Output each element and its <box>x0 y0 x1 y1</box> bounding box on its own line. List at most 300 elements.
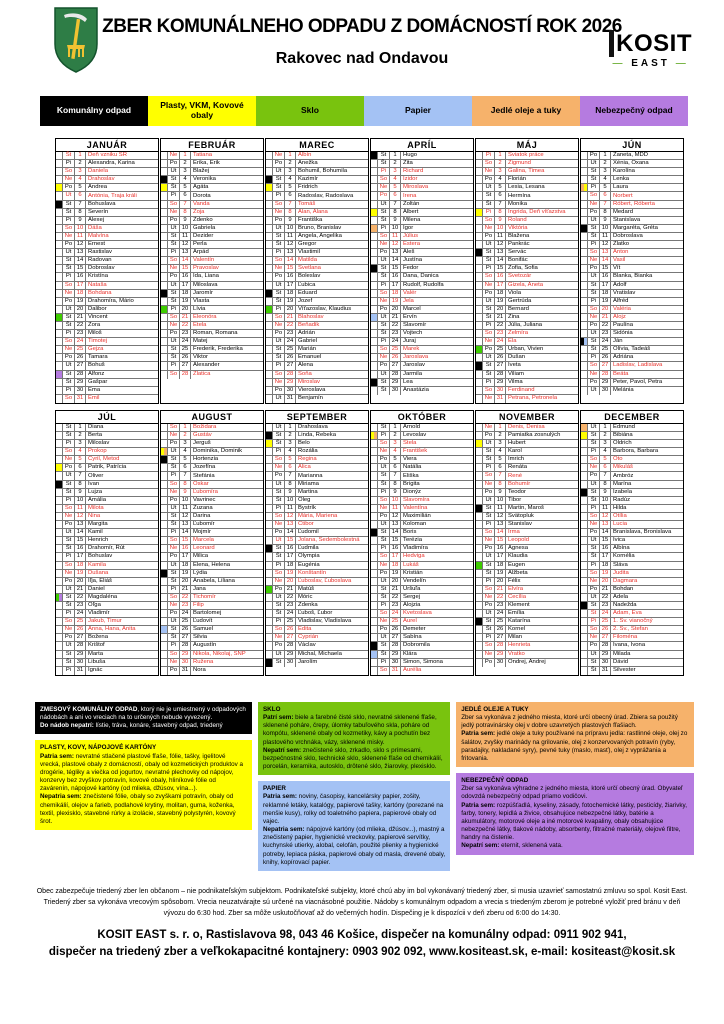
collection-marker <box>161 667 168 675</box>
collection-marker <box>371 489 378 496</box>
day-number: 16 <box>390 545 401 552</box>
collection-marker <box>56 176 63 183</box>
day-abbrev: Ne <box>483 168 495 175</box>
calendar-day <box>266 152 368 160</box>
collection-marker <box>371 314 378 321</box>
name-day: Beňadik <box>298 322 320 329</box>
day-abbrev: Ut <box>588 387 600 395</box>
collection-marker <box>581 513 588 520</box>
name-day: Marianna <box>298 472 323 479</box>
day-abbrev: So <box>168 314 180 321</box>
day-number: 27 <box>180 362 191 369</box>
collection-marker <box>266 529 273 536</box>
day-abbrev: Ut <box>168 225 180 232</box>
calendar-day <box>476 184 578 192</box>
day-number: 23 <box>75 330 86 337</box>
name-day: Lívia <box>193 305 206 312</box>
calendar-day <box>581 160 683 168</box>
name-day: Františka <box>298 216 323 223</box>
calendar-day <box>56 322 158 330</box>
name-day: Ľuboš, Ľubor <box>298 610 333 617</box>
name-day: Lenka <box>613 176 630 183</box>
calendar-day <box>161 481 263 489</box>
name-day: Miriama <box>298 480 319 487</box>
day-abbrev: Pi <box>63 610 75 617</box>
calendar-day <box>371 249 473 257</box>
day-abbrev: Št <box>588 346 600 353</box>
name-day: Blanka, Bianka <box>613 273 653 280</box>
day-abbrev: St <box>168 513 180 520</box>
day-abbrev: St <box>378 529 390 536</box>
name-day: Stanislav <box>508 521 532 528</box>
name-day: Hugo <box>403 152 418 159</box>
collection-marker <box>371 513 378 520</box>
collection-marker <box>56 273 63 280</box>
collection-marker <box>581 338 588 345</box>
calendar-day <box>371 424 473 432</box>
day-number: 28 <box>390 371 401 378</box>
day-number: 14 <box>495 529 506 536</box>
day-number: 4 <box>75 176 86 183</box>
name-day: Ľuboslav, Ľuboslava <box>298 577 352 584</box>
day-abbrev: Št <box>63 322 75 329</box>
calendar-day <box>56 354 158 362</box>
calendar-day <box>581 249 683 257</box>
name-day: Ľubica <box>298 281 316 288</box>
collection-marker <box>371 257 378 264</box>
collection-marker <box>581 192 588 199</box>
name-day: Bohuslav <box>88 553 113 560</box>
calendar-day <box>371 265 473 273</box>
day-abbrev: St <box>378 265 390 272</box>
calendar-day <box>476 217 578 225</box>
day-abbrev: St <box>378 472 390 479</box>
calendar-day <box>161 217 263 225</box>
collection-marker <box>56 545 63 552</box>
day-number: 5 <box>495 184 506 191</box>
day-abbrev: Ne <box>483 338 495 345</box>
calendar-day <box>476 387 578 395</box>
calendar-day <box>581 594 683 602</box>
footer-paragraph: Obec zabezpečuje triedený zber len občanom – nie podnikateľským subjektom. Podnikateľské subjekty, ktoré chcú aby im bol vykonávaný triedený zber, si musia uzavrieť samostatnú zmluvu so spol. Kosit East. Triedený zber sa vykonáva vrecovým spôsobom. Vrecia neuzatvárajte sú určené na viacnásobné použitie. Nádoby s komunálnym odpadom a vrecia s triedeným zberom je potrebné vyložiť pred bránu v deň vývozu do 6:30 hod. Zber sa môže uskutočňovať až do večerných hodín. Dispečing je k dispozícii v deň zberu od 6:00 do 14:30. <box>36 887 688 917</box>
calendar-day <box>56 424 158 432</box>
calendar-day <box>476 395 578 403</box>
day-abbrev: Po <box>483 290 495 297</box>
day-abbrev: Po <box>378 306 390 313</box>
calendar-band-1 <box>55 138 724 404</box>
name-day: Veronika <box>193 176 216 183</box>
collection-marker <box>581 448 588 455</box>
info-box-text: Nepatrí sem: znečistené sklo, zrkadlo, sklo s prímesami, bezpečnostné sklo, technické sklo, sklenené fľaše od chemikálií, porcelán, keramika, autosklo, drôtené sklo, žiarovky, plexisklo. <box>262 746 443 771</box>
day-abbrev: Po <box>378 513 390 520</box>
day-number: 30 <box>600 659 611 666</box>
name-day: Jaroslava <box>403 354 429 361</box>
calendar-day <box>476 168 578 176</box>
kosit-logo-text: KOSIT <box>609 30 692 57</box>
calendar-day <box>161 489 263 497</box>
day-abbrev: St <box>588 225 600 232</box>
day-number: 14 <box>75 257 86 264</box>
calendar-day <box>581 472 683 480</box>
day-abbrev: St <box>378 322 390 329</box>
name-day: Svetlana <box>298 265 321 272</box>
name-day: Maximilián <box>403 512 431 519</box>
name-day: Jela <box>403 297 414 304</box>
calendar-day <box>581 424 683 432</box>
collection-marker <box>476 456 483 463</box>
collection-marker <box>266 338 273 345</box>
day-abbrev: Pi <box>378 545 390 552</box>
day-abbrev: Št <box>483 626 495 633</box>
calendar-day <box>476 464 578 472</box>
name-day: Félix <box>508 577 521 584</box>
calendar-day <box>266 472 368 480</box>
calendar-day <box>266 481 368 489</box>
day-number: 7 <box>75 472 86 479</box>
calendar-day <box>581 529 683 537</box>
legend-item-5: Jedlé oleje a tuky <box>472 96 580 126</box>
calendar-day <box>266 354 368 362</box>
day-abbrev: Pi <box>63 387 75 394</box>
name-day: Viktor <box>193 354 208 361</box>
name-day: Adolf <box>613 281 627 288</box>
day-number: 24 <box>180 610 191 617</box>
calendar-day <box>266 346 368 354</box>
name-day: Vlastimil <box>298 249 320 256</box>
collection-marker <box>266 209 273 216</box>
day-number: 10 <box>600 497 611 504</box>
name-day: Vladimír <box>88 610 110 617</box>
calendar-day <box>371 553 473 561</box>
day-number: 12 <box>285 513 296 520</box>
collection-marker <box>56 217 63 224</box>
collection-marker <box>161 290 168 297</box>
name-day: Miloš <box>88 330 102 337</box>
info-box-text: Patria sem: nevratné stlačené plastové fľaše, fólie, tašky, igelitové vrecká, plastové obaly z domácností, obaly od kozmetických produktov a drogérie, tégliky a viečka od jogurtov, nevratné plechovky od nápojov, konzervy bez zvyškov potravín, kovové obaly, hliníkové fólie od zavárenín, nápojové kartóny (od mlieka, džúsov, vína...). <box>40 752 244 793</box>
day-number: 3 <box>600 440 611 447</box>
collection-marker <box>56 456 63 463</box>
day-number: 1 <box>180 152 191 159</box>
kosit-logo-east: — EAST — <box>612 58 689 69</box>
day-abbrev: Po <box>378 192 390 199</box>
calendar-day <box>476 282 578 290</box>
collection-marker <box>371 634 378 641</box>
collection-marker <box>371 651 378 658</box>
name-day: Ctibor <box>298 521 314 528</box>
day-abbrev: Po <box>483 432 495 439</box>
day-number: 12 <box>495 241 506 248</box>
day-abbrev: St <box>588 602 600 609</box>
name-day: Jarolím <box>298 659 318 666</box>
collection-marker <box>56 265 63 272</box>
name-day: Andrea <box>88 184 107 191</box>
day-abbrev: Pi <box>63 273 75 280</box>
calendar-day <box>581 184 683 192</box>
day-number: 23 <box>285 602 296 609</box>
info-box-text: Zber sa vykonáva výhradne z jedného miesta, ktoré určí obecný úrad. Obyvateľ odovzdá nebezpečný odpad priamo vodičovi. <box>461 785 683 801</box>
collection-marker <box>371 626 378 633</box>
collection-marker <box>56 497 63 504</box>
day-abbrev: So <box>378 553 390 560</box>
collection-marker <box>161 578 168 585</box>
day-number: 3 <box>600 168 611 175</box>
name-day: Henrich <box>88 537 109 544</box>
name-day: Bibiána <box>613 432 633 439</box>
day-abbrev: Po <box>63 184 75 191</box>
collection-marker <box>581 505 588 512</box>
day-abbrev: So <box>63 448 75 455</box>
calendar-day <box>581 521 683 529</box>
collection-marker <box>476 395 483 403</box>
day-abbrev: Po <box>378 249 390 256</box>
municipality-crest-icon <box>54 7 98 78</box>
collection-marker <box>476 225 483 232</box>
collection-marker <box>476 330 483 337</box>
day-number: 12 <box>600 241 611 248</box>
day-number: 17 <box>75 553 86 560</box>
collection-marker <box>161 314 168 321</box>
day-abbrev: St <box>273 489 285 496</box>
info-box-komunalny <box>35 702 252 735</box>
day-abbrev: Pi <box>63 330 75 337</box>
day-abbrev: Pi <box>483 322 495 329</box>
name-day: Brigita <box>403 480 420 487</box>
day-number: 23 <box>285 330 296 337</box>
collection-marker <box>266 570 273 577</box>
day-abbrev: Ut <box>63 642 75 649</box>
day-abbrev: Pi <box>588 298 600 305</box>
calendar-day <box>266 537 368 545</box>
day-abbrev: So <box>588 456 600 463</box>
calendar-day <box>581 322 683 330</box>
name-day: Judita <box>613 569 629 576</box>
day-number: 16 <box>600 545 611 552</box>
day-number: 6 <box>180 192 191 199</box>
day-number: 3 <box>285 168 296 175</box>
collection-marker <box>581 626 588 633</box>
collection-marker <box>161 529 168 536</box>
day-abbrev: Št <box>273 440 285 447</box>
collection-marker <box>161 225 168 232</box>
calendar-day <box>56 667 158 675</box>
calendar-day <box>371 634 473 642</box>
calendar-day <box>476 290 578 298</box>
collection-marker <box>581 201 588 208</box>
day-abbrev: Po <box>63 298 75 305</box>
month-title: OKTÓBER <box>371 411 473 424</box>
day-number: 26 <box>75 354 86 361</box>
name-day: Diana <box>88 423 104 430</box>
day-number: 7 <box>180 472 191 479</box>
collection-marker <box>581 634 588 641</box>
day-number: 14 <box>285 529 296 536</box>
day-number: 1 <box>390 424 401 431</box>
collection-marker <box>581 282 588 289</box>
name-day: Alfréd <box>613 297 629 304</box>
day-abbrev: Ut <box>273 424 285 431</box>
day-number: 15 <box>75 265 86 272</box>
day-number: 30 <box>495 659 506 667</box>
name-day: Lucia <box>613 521 628 528</box>
calendar-day <box>161 371 263 379</box>
collection-marker <box>56 440 63 447</box>
collection-marker <box>56 290 63 297</box>
name-day: Hortenzia <box>193 456 219 463</box>
calendar-day <box>266 379 368 387</box>
month-title: DECEMBER <box>581 411 683 424</box>
collection-marker <box>371 298 378 305</box>
collection-marker <box>581 314 588 321</box>
name-day: Zina <box>508 313 520 320</box>
calendar-day <box>161 586 263 594</box>
calendar-day <box>371 338 473 346</box>
day-number: 10 <box>75 497 86 504</box>
day-number: 18 <box>600 290 611 297</box>
name-day: Florián <box>508 176 527 183</box>
name-day: Nikola, Nikolaj, SNP <box>193 650 246 657</box>
name-day: Vratislav <box>613 289 636 296</box>
name-day: Zita <box>403 160 413 167</box>
name-day: Klára <box>403 650 417 657</box>
day-number: 16 <box>495 273 506 280</box>
day-number: 22 <box>285 594 296 601</box>
day-abbrev: Po <box>168 440 180 447</box>
name-day: Rudolf, Rudolfa <box>403 281 444 288</box>
day-number: 18 <box>285 562 296 569</box>
calendar-day <box>56 513 158 521</box>
calendar-day <box>371 241 473 249</box>
day-number: 3 <box>285 440 296 447</box>
calendar-day <box>56 432 158 440</box>
collection-marker <box>56 424 63 431</box>
day-abbrev: Ne <box>168 265 180 272</box>
collection-marker <box>371 233 378 240</box>
day-abbrev: Pi <box>273 362 285 369</box>
day-number: 20 <box>285 306 296 313</box>
day-number: 12 <box>180 241 191 248</box>
month-table-júl <box>55 410 159 676</box>
day-abbrev: Ut <box>63 586 75 593</box>
calendar-day <box>161 314 263 322</box>
collection-marker <box>266 586 273 593</box>
day-number: 16 <box>75 545 86 552</box>
day-abbrev: Po <box>483 489 495 496</box>
day-abbrev: Ne <box>273 322 285 329</box>
day-abbrev: Pi <box>378 225 390 232</box>
day-abbrev: Po <box>483 545 495 552</box>
day-number: 1 <box>495 424 506 431</box>
day-number: 9 <box>180 489 191 496</box>
calendar-day <box>56 481 158 489</box>
calendar-day <box>161 553 263 561</box>
day-number: 13 <box>600 249 611 256</box>
day-number: 17 <box>285 282 296 289</box>
name-day: Gabriel <box>298 338 317 345</box>
day-abbrev: Ne <box>483 282 495 289</box>
calendar-day <box>161 184 263 192</box>
collection-marker <box>581 586 588 593</box>
day-number: 19 <box>495 298 506 305</box>
calendar-day <box>266 497 368 505</box>
calendar-day <box>56 176 158 184</box>
calendar-day <box>581 346 683 354</box>
collection-marker <box>266 225 273 232</box>
name-day: Kazimír <box>298 176 318 183</box>
name-day: Božidara <box>193 423 217 430</box>
day-abbrev: Št <box>483 513 495 520</box>
collection-marker <box>266 448 273 455</box>
calendar-day <box>371 667 473 675</box>
day-number: 1 <box>180 424 191 431</box>
footer-contact-line1: KOSIT EAST s. r. o, Rastislavova 98, 043 46 Košice, dispečer na komunálny odpad: 0911 902 941, <box>97 929 627 942</box>
name-day: Lujza <box>88 488 103 495</box>
day-number: 24 <box>390 338 401 345</box>
collection-marker <box>266 440 273 447</box>
name-day: Ondrej, Andrej <box>508 659 546 666</box>
day-abbrev: So <box>63 505 75 512</box>
day-number: 24 <box>495 610 506 617</box>
calendar-day <box>581 497 683 505</box>
collection-marker <box>371 371 378 378</box>
collection-marker <box>581 330 588 337</box>
name-day: Móric <box>298 593 313 600</box>
calendar-day <box>581 282 683 290</box>
day-abbrev: So <box>378 176 390 183</box>
collection-marker <box>371 225 378 232</box>
name-day: Bystrík <box>298 504 316 511</box>
day-abbrev: Po <box>63 634 75 641</box>
day-abbrev: Ne <box>63 456 75 463</box>
name-day: Emanuel <box>298 354 322 361</box>
day-abbrev: Ut <box>273 168 285 175</box>
collection-marker <box>371 168 378 175</box>
day-abbrev: So <box>378 233 390 240</box>
name-day: Bohumír <box>508 480 531 487</box>
name-day: Albert <box>403 208 419 215</box>
collection-marker <box>161 265 168 272</box>
day-abbrev: Št <box>378 273 390 280</box>
calendar-day <box>371 570 473 578</box>
day-number: 26 <box>600 626 611 633</box>
name-day: Bohdan <box>613 585 634 592</box>
collection-marker <box>371 322 378 329</box>
day-number: 2 <box>75 160 86 167</box>
collection-marker <box>266 505 273 512</box>
name-day: Samuel <box>193 626 213 633</box>
day-number: 8 <box>495 481 506 488</box>
day-abbrev: Po <box>273 642 285 649</box>
day-abbrev: So <box>273 201 285 208</box>
calendar-day <box>56 448 158 456</box>
calendar-day <box>56 594 158 602</box>
day-number: 8 <box>180 209 191 216</box>
collection-marker <box>371 306 378 313</box>
name-day: Kristína <box>88 273 108 280</box>
name-day: Drahomír, Rút <box>88 545 125 552</box>
name-day: Boris <box>403 529 417 536</box>
day-number: 7 <box>600 472 611 479</box>
name-day: Eduard <box>298 289 317 296</box>
day-abbrev: St <box>273 602 285 609</box>
collection-marker <box>371 265 378 272</box>
collection-marker <box>371 570 378 577</box>
collection-marker <box>476 537 483 544</box>
calendar-day <box>581 290 683 298</box>
collection-marker <box>56 562 63 569</box>
collection-marker <box>476 298 483 305</box>
name-day: Anežka <box>298 160 318 167</box>
calendar-day <box>371 602 473 610</box>
